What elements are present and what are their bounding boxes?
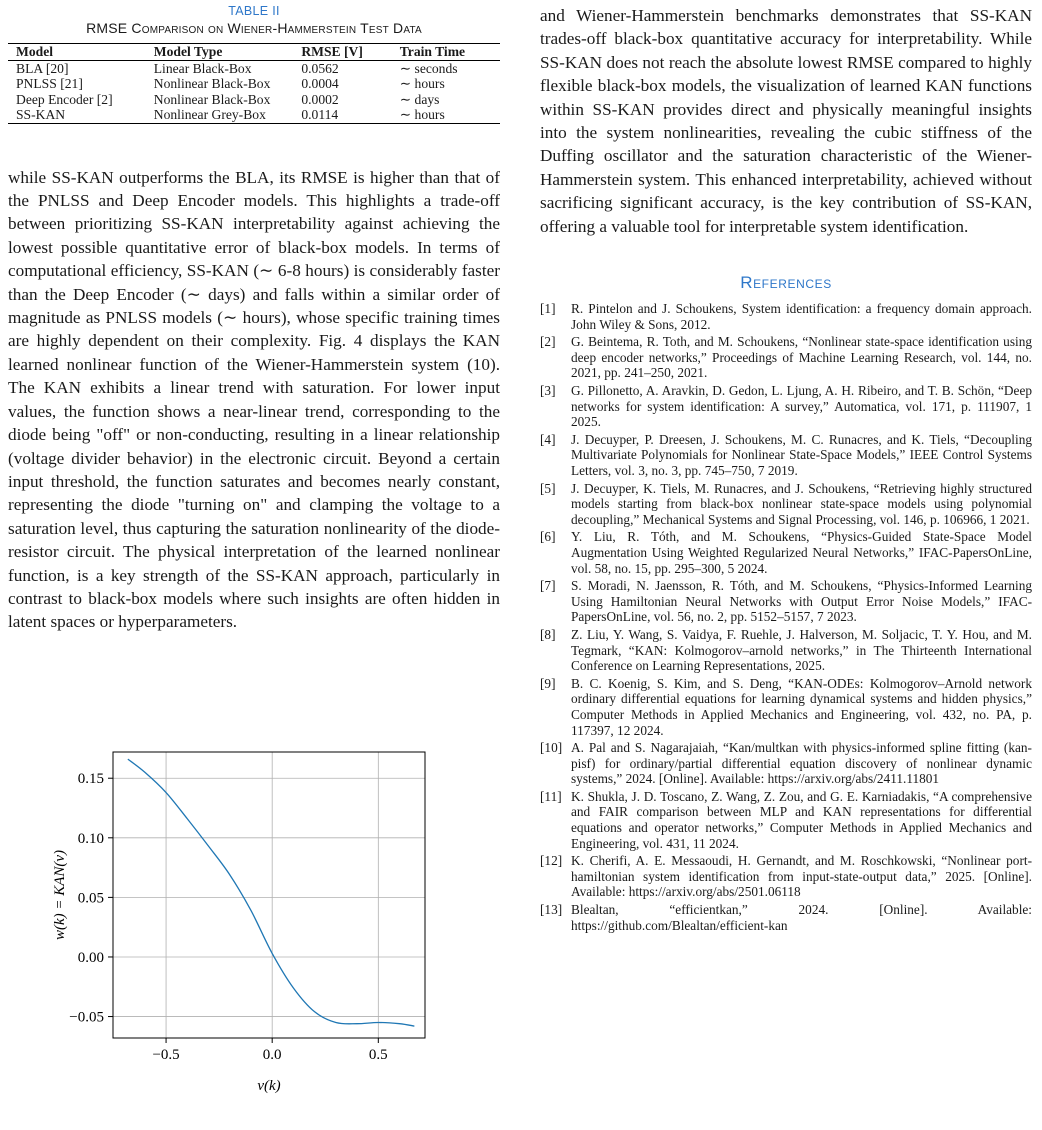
reference-item <box>540 902 1032 933</box>
reference-text: Blealtan, “efficientkan,” 2024. [Online]. Available: https://github.com/Blealtan/efficient-kan <box>571 902 1032 933</box>
reference-text: A. Pal and S. Nagarajaiah, “Kan/multkan with physics-informed spline fitting (kan-pisf) for ordinary/partial differential equation discovery of nonlinear dynamic systems,” 2024. [Online]. Available: https://arxiv.org/abs/2411.11801 <box>571 740 1032 787</box>
right-body-paragraph: and Wiener-Hammerstein benchmarks demonstrates that SS-KAN trades-off black-box quantitative accuracy for interpretability. While SS-KAN does not reach the absolute lowest RMSE compared to highly flexible black-box models, the visualization of learned KAN functions within SS-KAN provides direct and physically meaningful insights into the system nonlinearities, revealing the cubic stiffness of the Duffing oscillator and the saturation characteristic of the Wiener-Hammerstein system. This enhanced interpretability, achieved without sacrificing significant accuracy, is the key contribution of SS-KAN, offering a valuable tool for interpretable system identification. <box>540 6 1032 236</box>
reference-number: [9] <box>540 675 556 691</box>
y-tick-label: 0.10 <box>77 830 104 847</box>
reference-item <box>540 578 1032 625</box>
table-row <box>8 61 500 77</box>
reference-item <box>540 301 1032 332</box>
reference-number: [6] <box>540 529 556 545</box>
references-list <box>540 301 1032 933</box>
table-header: Model <box>8 44 146 61</box>
reference-text: K. Cherifi, A. E. Messaoudi, H. Gernandt, and M. Roschkowski, “Nonlinear port-hamiltonian system identification from input-state-output data,” 2025. [Online]. Available: https://arxiv.org/abs/2501.06118 <box>571 853 1032 900</box>
series-line <box>128 759 415 1026</box>
table-cell: 0.0004 <box>301 76 339 92</box>
table-cell: Nonlinear Black-Box <box>153 76 271 92</box>
reference-item <box>540 529 1032 576</box>
table-cell: Deep Encoder [2] <box>16 91 113 107</box>
table-cell: ∼ seconds <box>399 61 458 76</box>
x-tick-label: 0.5 <box>368 1047 388 1063</box>
table-title-text: RMSE Comparison on Wiener-Hammerstein Test Data <box>86 20 422 36</box>
reference-text: R. Pintelon and J. Schoukens, System identification: a frequency domain approach. John Wiley & Sons, 2012. <box>571 301 1032 332</box>
left-column <box>8 0 500 1094</box>
table-header: RMSE [V] <box>293 44 391 61</box>
table-cell: 0.0562 <box>301 61 339 76</box>
table-cell: SS-KAN <box>8 107 146 123</box>
table-label: TABLE II <box>228 4 280 18</box>
table-cell: 0.0114 <box>293 107 391 123</box>
reference-item <box>540 789 1032 851</box>
reference-number: [12] <box>540 853 563 869</box>
table-cell: Nonlinear Grey-Box <box>146 107 294 123</box>
reference-number: [2] <box>540 334 556 350</box>
reference-item <box>540 853 1032 900</box>
x-tick-label: 0.0 <box>262 1047 282 1063</box>
x-tick-label: −0.5 <box>152 1047 180 1063</box>
table-cell: ∼ days <box>399 91 440 107</box>
reference-number: [5] <box>540 480 556 496</box>
table-cell: PNLSS [21] <box>16 76 83 92</box>
x-ticks <box>152 1038 387 1063</box>
references-heading-text: References <box>740 273 832 293</box>
reference-text: K. Shukla, J. D. Toscano, Z. Wang, Z. Zou, and G. E. Karniadakis, “A comprehensive and FAIR comparison between MLP and KAN representations for differential equations and operator networks,” Computer Methods in Applied Mechanics and Engineering, vol. 431, 11 2024. <box>571 788 1032 851</box>
chart-grid <box>113 752 425 1038</box>
table-cell: ∼ hours <box>392 107 500 123</box>
reference-text: J. Decuyper, K. Tiels, M. Runacres, and J. Schoukens, “Retrieving highly structured models starting from black-box nonlinear state-space models using polynomial decoupling,” Mechanical Systems and Signal Processing, vol. 146, p. 106966, 1 2021. <box>571 480 1032 527</box>
table-cell: Linear Black-Box <box>153 61 252 76</box>
reference-item <box>540 432 1032 479</box>
y-tick-label: 0.00 <box>77 949 104 966</box>
references-heading <box>540 273 1032 293</box>
reference-number: [1] <box>540 301 556 317</box>
y-tick-label: −0.05 <box>69 1009 104 1026</box>
y-ticks <box>69 771 113 1025</box>
reference-text: Y. Liu, R. Tóth, and M. Schoukens, “Physics-Guided State-Space Model Augmentation Using Weighted Regularized Neural Networks,” IFAC-PapersOnLine, vol. 58, no. 15, pp. 295–300, 5 2024. <box>571 529 1032 576</box>
reference-text: G. Pillonetto, A. Aravkin, D. Gedon, L. Ljung, A. H. Ribeiro, and T. B. Schön, “Deep networks for system identification: A survey,” Automatica, vol. 171, p. 111907, 1 2025. <box>571 383 1032 430</box>
left-body-paragraph: while SS-KAN outperforms the BLA, its RMSE is higher than that of the PNLSS and Deep Encoder models. This highlights a trade-off between prioritizing SS-KAN interpretability against achieving the lowest possible quantitative error of black-box models. In terms of computational efficiency, SS-KAN (∼ 6-8 hours) is considerably faster than the Deep Encoder (∼ days) and falls within a similar order of magnitude as PNLSS models (∼ hours), whose specific training times are highly dependent on their complexity. Fig. 4 displays the KAN learned nonlinear function of the Wiener-Hammerstein system (10). The KAN exhibits a linear trend with saturation. For lower input values, the function shows a near-linear trend, corresponding to the diode being "off" or non-conducting, resulting in a linear relationship (voltage divider behavior) in the electronic circuit. Beyond a certain input threshold, the function saturates and becomes nearly constant, representing the diode "turning on" and clamping the voltage to a saturation level, thus capturing the saturation nonlinearity of the diode-resistor circuit. The physical interpretation of the learned nonlinear function, is a key strength of the SS-KAN approach, particularly in contrast to black-box models where such insights are often hidden in latent spaces or hyperparameters. <box>8 167 500 632</box>
table-header: Model Type <box>146 44 294 61</box>
reference-number: [4] <box>540 431 556 447</box>
table-cell: 0.0002 <box>301 91 339 107</box>
reference-item <box>540 627 1032 674</box>
reference-number: [7] <box>540 578 556 594</box>
reference-text: G. Beintema, R. Toth, and M. Schoukens, “Nonlinear state-space identification using deep encoder networks,” Proceedings of Machine Learning Research, vol. 144, no. 2021, pp. 241–250, 2021. <box>571 334 1032 381</box>
reference-text: J. Decuyper, P. Dreesen, J. Schoukens, M. C. Runacres, and K. Tiels, “Decoupling Multivariate Polynomials for Nonlinear State-Space Models,” IEEE Control Systems Letters, vol. 3, no. 3, pp. 745–750, 7 2019. <box>571 431 1032 478</box>
table-cell: BLA [20] <box>16 61 69 76</box>
reference-text: B. C. Koenig, S. Kim, and S. Deng, “KAN-ODEs: Kolmogorov–Arnold network ordinary differential equations for learning dynamical systems and hidden physics,” Computer Methods in Applied Mechanics and Engineering, vol. 432, no. PA, p. 117397, 12 2024. <box>571 675 1032 738</box>
reference-item <box>540 740 1032 787</box>
table-row <box>8 76 500 91</box>
reference-item <box>540 676 1032 738</box>
y-tick-label: 0.05 <box>77 890 104 907</box>
y-axis-label: w(k) = KAN(v) <box>52 849 68 941</box>
table-row <box>8 107 500 123</box>
table-title <box>8 20 500 36</box>
reference-number: [11] <box>540 788 562 804</box>
reference-item <box>540 481 1032 528</box>
right-column <box>540 0 1032 935</box>
table-row <box>8 92 500 107</box>
reference-number: [8] <box>540 626 556 642</box>
table-cell: Nonlinear Black-Box <box>153 91 271 107</box>
rmse-table <box>8 43 500 124</box>
table-header: Train Time <box>392 44 500 61</box>
reference-number: [10] <box>540 740 563 756</box>
reference-text: Z. Liu, Y. Wang, S. Vaidya, F. Ruehle, J. Halverson, M. Soljacic, T. Y. Hou, and M. Tegmark, “KAN: Kolmogorov–arnold networks,” in The Thirteenth International Conference on Learning Representations, 2025. <box>571 626 1032 674</box>
reference-text: S. Moradi, N. Jaensson, R. Tóth, and M. Schoukens, “Physics-Informed Learning Using Hamiltonian Neural Networks with Output Error Noise Models,” IFAC-PapersOnLine, vol. 56, no. 2, pp. 5152–5157, 7 2023. <box>571 578 1032 625</box>
reference-number: [3] <box>540 383 556 399</box>
table-header-row <box>8 44 500 61</box>
x-axis-label: v(k) <box>257 1078 281 1094</box>
kan-function-chart <box>8 735 500 1130</box>
reference-item <box>540 383 1032 430</box>
y-tick-label: 0.15 <box>77 771 104 788</box>
table-cell: ∼ hours <box>399 76 445 92</box>
reference-number: [13] <box>540 902 563 918</box>
reference-item <box>540 334 1032 381</box>
